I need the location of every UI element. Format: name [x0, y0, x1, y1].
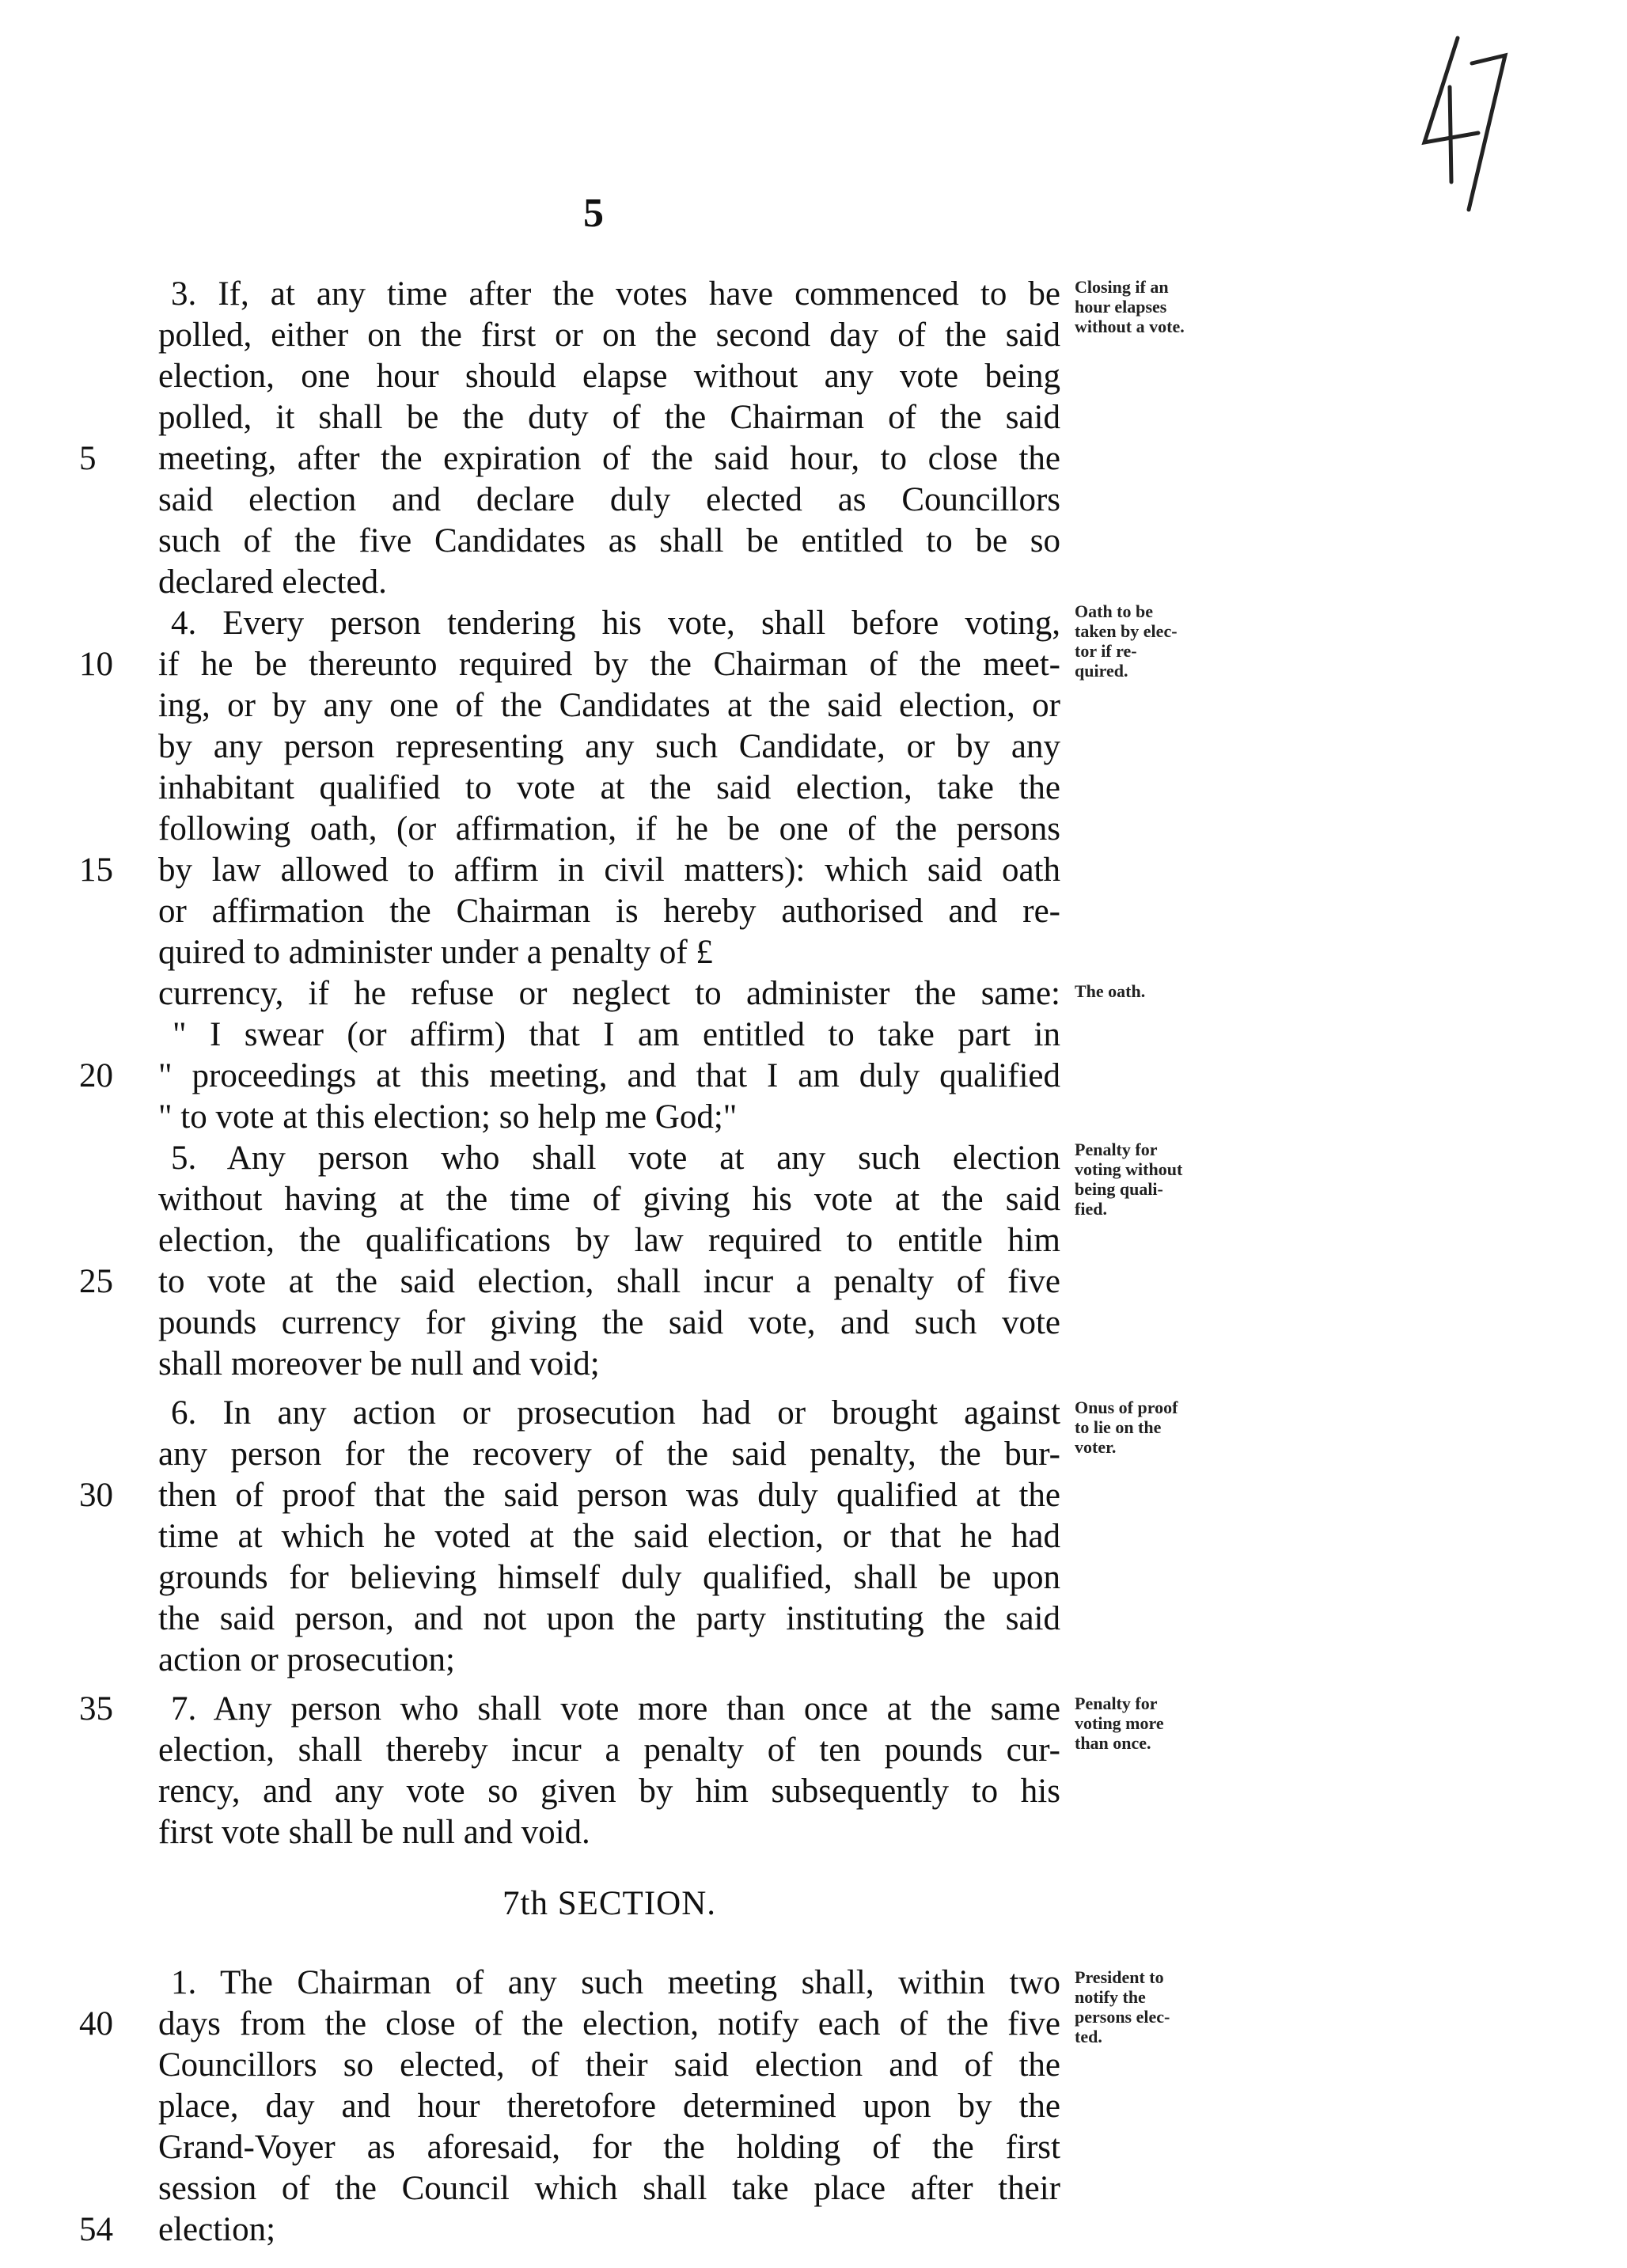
text-line: 3. If, at any time after the votes have commenced to be [171, 275, 1060, 313]
marginal-note-line: to lie on the [1075, 1417, 1162, 1437]
text-line: polled, it shall be the duty of the Chairman of the said [158, 399, 1060, 436]
page-number: 5 [583, 191, 604, 236]
marginal-note-line: tor if re- [1075, 641, 1137, 661]
text-line: the said person, and not upon the party instituting the said [158, 1600, 1060, 1637]
text-line: said election and declare duly elected as Councillors [158, 481, 1060, 518]
text-line: inhabitant qualified to vote at the said election, take the [158, 769, 1060, 806]
marginal-note [1075, 981, 1249, 1001]
text-line: election, the qualifications by law required to entitle him [158, 1222, 1060, 1259]
marginal-note [1075, 1398, 1249, 1457]
text-line: or affirmation the Chairman is hereby authorised and re- [158, 893, 1060, 930]
text-line: 1. The Chairman of any such meeting shall, within two [171, 1964, 1060, 2001]
text-line: election; [158, 2211, 276, 2248]
text-line: first vote shall be null and void. [158, 1814, 590, 1851]
line-number: 30 [79, 1477, 113, 1514]
marginal-note-line: than once. [1075, 1733, 1151, 1753]
text-line: polled, either on the first or on the second day of the said [158, 317, 1060, 354]
line-number: 40 [79, 2005, 113, 2042]
text-line: by law allowed to affirm in civil matters): which said oath [158, 851, 1060, 889]
text-line: any person for the recovery of the said penalty, the bur- [158, 1436, 1060, 1473]
text-line: " to vote at this election; so help me God;" [158, 1098, 738, 1136]
marginal-note-line: ted. [1075, 2027, 1102, 2046]
text-line: election, one hour should elapse without any vote being [158, 358, 1060, 395]
text-line: meeting, after the expiration of the said hour, to close the [158, 440, 1060, 477]
marginal-note [1075, 1140, 1249, 1219]
text-line: 7. Any person who shall vote more than once at the same [171, 1690, 1060, 1728]
line-number: 54 [79, 2211, 113, 2248]
marginal-note-line: notify the [1075, 1987, 1146, 2007]
line-number: 25 [79, 1263, 113, 1300]
section-heading: 7th SECTION. [503, 1885, 716, 1922]
text-line: grounds for believing himself duly qualified, shall be upon [158, 1559, 1060, 1596]
marginal-note-line: fied. [1075, 1199, 1107, 1219]
text-line: action or prosecution; [158, 1641, 455, 1678]
text-line: session of the Council which shall take place after their [158, 2170, 1060, 2207]
marginal-note [1075, 1693, 1249, 1753]
line-number: 20 [79, 1057, 113, 1094]
text-line: without having at the time of giving his vote at the said [158, 1181, 1060, 1218]
text-line: declared elected. [158, 563, 387, 601]
text-line: 5. Any person who shall vote at any such election [171, 1140, 1060, 1177]
text-line: by any person representing any such Candidate, or by any [158, 728, 1060, 765]
marginal-note-line: being quali- [1075, 1179, 1163, 1199]
marginal-note-line: persons elec- [1075, 2007, 1170, 2027]
text-line: to vote at the said election, shall incur a penalty of five [158, 1263, 1060, 1300]
line-number: 5 [79, 440, 97, 477]
text-line: currency, if he refuse or neglect to administer the same: [158, 975, 1060, 1012]
text-line: Grand-Voyer as aforesaid, for the holding of the first [158, 2129, 1060, 2166]
text-line: ing, or by any one of the Candidates at the said election, or [158, 687, 1060, 724]
handwritten-folio-mark [1417, 32, 1511, 222]
marginal-note-line: Closing if an [1075, 277, 1169, 297]
text-line: rency, and any vote so given by him subsequently to his [158, 1773, 1060, 1810]
marginal-note-line: Penalty for [1075, 1693, 1158, 1713]
text-line: such of the five Candidates as shall be entitled to be so [158, 522, 1060, 559]
text-line: election, shall thereby incur a penalty of ten pounds cur- [158, 1731, 1060, 1769]
marginal-note [1075, 1967, 1249, 2046]
marginal-note-line: taken by elec- [1075, 621, 1178, 641]
text-line: time at which he voted at the said election, or that he had [158, 1518, 1060, 1555]
text-line: Councillors so elected, of their said election and of the [158, 2046, 1060, 2084]
text-line: " proceedings at this meeting, and that I am duly qualified [158, 1057, 1060, 1094]
line-number: 10 [79, 646, 113, 683]
text-line: 6. In any action or prosecution had or brought against [171, 1394, 1060, 1432]
text-line: 4. Every person tendering his vote, shall before voting, [171, 605, 1060, 642]
marginal-note-line: voting more [1075, 1713, 1164, 1733]
marginal-note-line: Onus of proof [1075, 1398, 1178, 1417]
line-number: 15 [79, 851, 113, 889]
marginal-note [1075, 601, 1249, 681]
line-number: 35 [79, 1690, 113, 1728]
marginal-note-line: President to [1075, 1967, 1164, 1987]
marginal-note-line: without a vote. [1075, 317, 1185, 336]
marginal-note-line: quired. [1075, 661, 1128, 681]
text-line: place, day and hour theretofore determined upon by the [158, 2088, 1060, 2125]
text-line: shall moreover be null and void; [158, 1345, 600, 1382]
text-line: following oath, (or affirmation, if he be one of the persons [158, 810, 1060, 848]
text-line: pounds currency for giving the said vote, and such vote [158, 1304, 1060, 1341]
text-line [173, 1015, 1060, 1056]
marginal-note-line: Penalty for [1075, 1140, 1158, 1159]
marginal-note-line: voting without [1075, 1159, 1183, 1179]
text-line: days from the close of the election, notify each of the five [158, 2005, 1060, 2042]
marginal-note-line: voter. [1075, 1437, 1117, 1457]
oath-text: " I swear (or affirm) that I am entitled to take part in [173, 1016, 1060, 1053]
marginal-note [1075, 277, 1249, 336]
marginal-note-line: The oath. [1075, 981, 1146, 1001]
text-line: quired to administer under a penalty of £ [158, 934, 713, 971]
text-line: if he be thereunto required by the Chairman of the meet- [158, 646, 1060, 683]
text-line: then of proof that the said person was duly qualified at the [158, 1477, 1060, 1514]
handwritten-folio [1417, 32, 1511, 222]
marginal-note-line: Oath to be [1075, 601, 1153, 621]
marginal-note-line: hour elapses [1075, 297, 1167, 317]
